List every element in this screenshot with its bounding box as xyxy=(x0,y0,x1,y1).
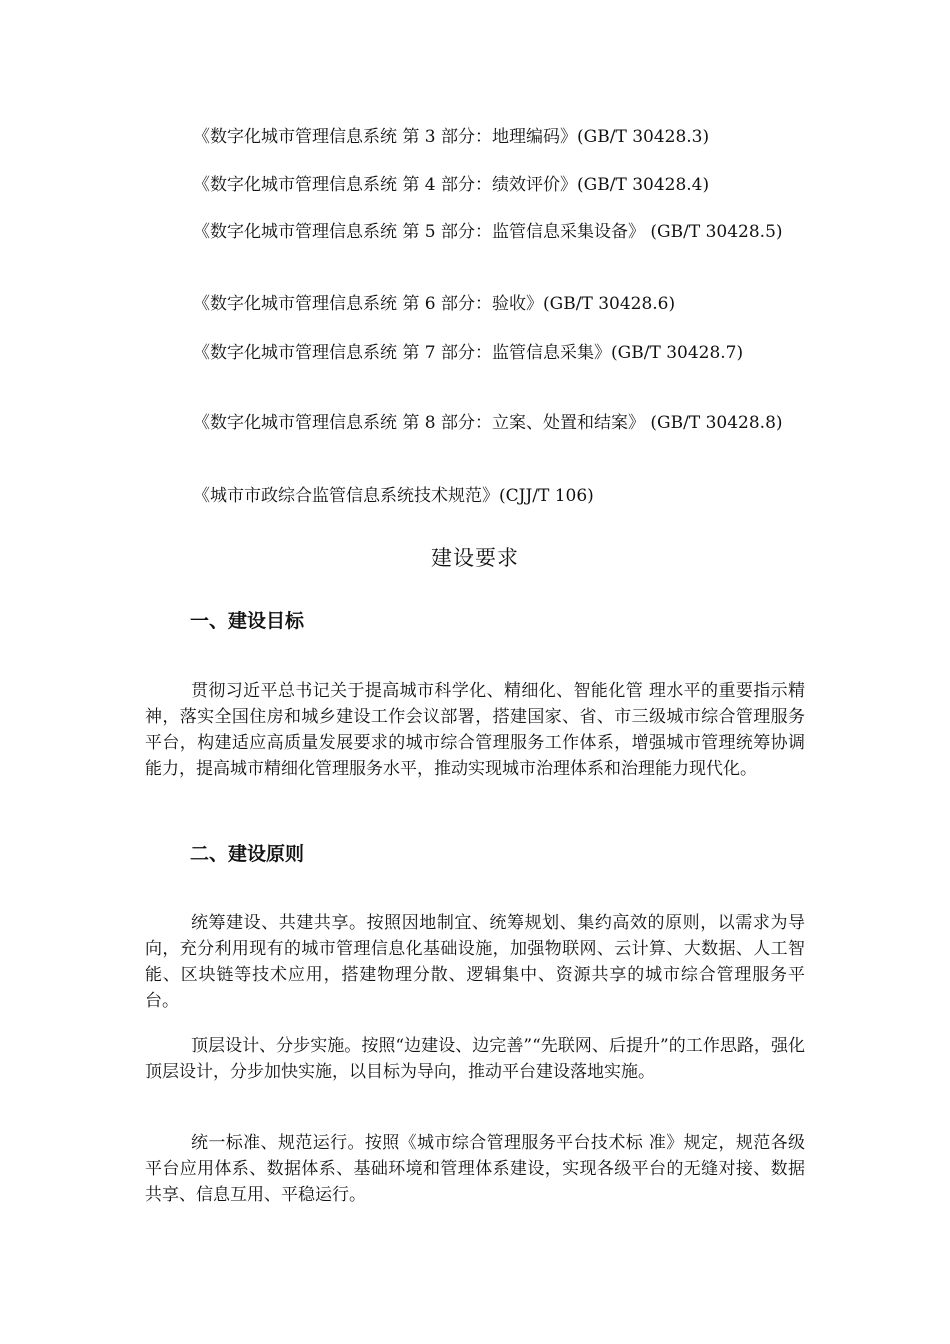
principle-paragraph: 统一标准、规范运行。按照《城市综合管理服务平台技术标 准》规定，规范各级平台应用体系、数据体系、基础环境和管理体系建设，实现各级平台的无缝对接、数据共享、信息互用、平稳运行。 xyxy=(145,1133,805,1205)
goal-paragraph: 贯彻习近平总书记关于提高城市科学化、精细化、智能化管 理水平的重要指示精神，落实全国住房和城乡建设工作会议部署，搭建国家、省、市三级城市综合管理服务平台，构建适应高质量发展要求的城市综合管理服务工作体系，增强城市管理统筹协调能力，提高城市精细化管理服务水平，推动实现城市治理体系和治理能力现代化。 xyxy=(145,681,805,779)
reference-item: 《城市市政综合监管信息系统技术规范》(CJJ/T 106) xyxy=(193,486,594,506)
reference-item: 《数字化城市管理信息系统 第 6 部分：验收》(GB/T 30428.6) xyxy=(193,294,676,314)
reference-item: 《数字化城市管理信息系统 第 7 部分：监管信息采集》(GB/T 30428.7) xyxy=(193,343,744,363)
section-title: 建设要求 xyxy=(431,546,519,570)
principles-heading: 二、建设原则 xyxy=(190,843,305,865)
principle-paragraph: 统筹建设、共建共享。按照因地制宜、统筹规划、集约高效的原则，以需求为导向，充分利用现有的城市管理信息化基础设施，加强物联网、云计算、大数据、人工智能、区块链等技术应用，搭建物理分散、逻辑集中、资源共享的城市综合管理服务平台。 xyxy=(145,913,805,1011)
principle-paragraph: 顶层设计、分步实施。按照“边建设、边完善”“先联网、后提升”的工作思路，强化顶层设计，分步加快实施，以目标为导向，推动平台建设落地实施。 xyxy=(145,1036,805,1082)
reference-item: 《数字化城市管理信息系统 第 8 部分：立案、处置和结案》 (GB/T 30428.8) xyxy=(193,413,783,433)
reference-item: 《数字化城市管理信息系统 第 5 部分：监管信息采集设备》 (GB/T 30428.5) xyxy=(193,222,783,242)
goal-heading: 一、建设目标 xyxy=(190,610,305,632)
reference-item: 《数字化城市管理信息系统 第 3 部分：地理编码》(GB/T 30428.3) xyxy=(193,127,710,147)
reference-item: 《数字化城市管理信息系统 第 4 部分：绩效评价》(GB/T 30428.4) xyxy=(193,175,710,195)
